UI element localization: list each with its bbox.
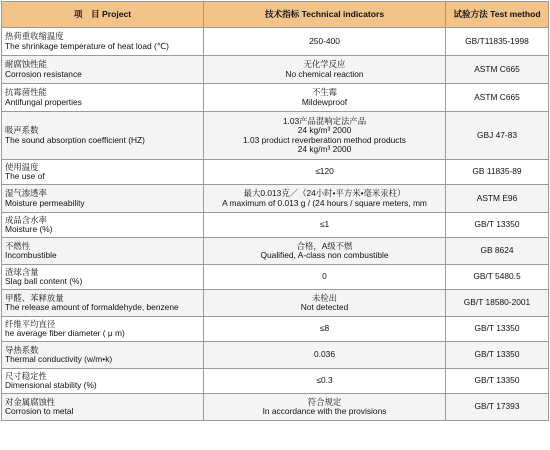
item-name-zh: 吸声系数 [5,125,39,136]
cell-indicator [204,160,446,185]
cell-item [2,213,204,238]
cell-indicator [204,112,446,160]
header-item: 项 目 Project [2,2,204,28]
spec-table [1,1,549,421]
header-method: 试验方法 Test method [446,2,549,28]
indicator-line: 符合规定 [307,396,342,407]
cell-method: GB/T 5480.5 [446,265,549,290]
table-row [2,84,549,112]
indicator-line: ≤120 [315,166,334,177]
cell-method: GB 8624 [446,238,549,265]
indicator-line: 24 kg/m³ 2000 [297,125,352,136]
item-name-zh: 成品含水率 [5,214,47,225]
table-row [2,238,549,265]
indicator-line: ≤1 [319,219,330,230]
item-name-zh: 甲醛、苯释放量 [5,292,64,303]
item-name-en: he average fiber diameter ( μ m) [5,328,125,338]
cell-indicator [204,342,446,369]
cell-item [2,28,204,56]
item-name-zh: 对金属腐蚀性 [5,396,56,407]
item-name-zh: 纤维平均直径 [5,318,56,329]
cell-indicator [204,213,446,238]
cell-item [2,342,204,369]
indicator-line: Not detected [300,302,349,312]
indicator-line: Qualified, A-class non combustible [260,250,389,260]
table-row [2,185,549,213]
cell-item [2,394,204,421]
table-row [2,317,549,342]
cell-item [2,265,204,290]
cell-item [2,84,204,112]
item-name-en: Antifungal properties [5,96,82,107]
table-row [2,290,549,317]
table-row [2,56,549,84]
item-name-en: Slag ball content (%) [5,276,83,286]
cell-method: GB/T 13350 [446,317,549,342]
cell-method: GB/T 18580-2001 [446,290,549,317]
item-name-en: Thermal conductivity (w/m•k) [5,354,113,364]
table-row [2,369,549,394]
item-name-en: The release amount of formaldehyde, benzene [5,302,179,312]
cell-method: ASTM C665 [446,84,549,112]
cell-indicator [204,56,446,84]
cell-method: GB/T 13350 [446,369,549,394]
indicator-line: No chemical reaction [285,68,364,79]
header-row [2,2,549,28]
item-name-zh: 湿气渗透率 [5,188,47,199]
table-row [2,265,549,290]
item-name-zh: 导热系数 [5,344,39,355]
indicator-line: 24 kg/m³ 2000 [297,143,352,154]
cell-method: GB/T11835-1998 [446,28,549,56]
indicator-line: In accordance with the provisions [262,406,387,416]
item-name-en: The shrinkage temperature of heat load (℃) [5,40,169,51]
cell-indicator [204,290,446,317]
item-name-en: Incombustible [5,250,57,260]
item-name-en: Dimensional stability (%) [5,380,97,390]
table-row [2,342,549,369]
item-name-zh: 尺寸稳定性 [5,370,47,381]
indicator-line: 0.036 [314,349,335,360]
item-name-zh: 耐腐蚀性能 [5,59,47,70]
item-name-en: The use of [5,171,45,181]
table-row [2,28,549,56]
cell-method: GB/T 17393 [446,394,549,421]
indicator-line: ≤0.3 [316,375,333,386]
cell-item [2,185,204,213]
indicator-line: Mildewproof [301,96,348,107]
item-name-zh: 使用温度 [5,161,39,172]
cell-item [2,317,204,342]
cell-item [2,56,204,84]
item-name-en: The sound absorption coefficient (HZ) [5,134,145,145]
cell-indicator [204,317,446,342]
indicator-line: 1.03产品混响定法产品 [282,116,367,127]
cell-item [2,290,204,317]
cell-method: GB/T 13350 [446,213,549,238]
cell-item [2,238,204,265]
item-name-en: Moisture (%) [5,224,53,234]
item-name-en: Corrosion to metal [5,406,74,416]
table-row [2,213,549,238]
item-name-zh: 抗霉菌性能 [5,87,47,98]
indicator-line: 不生霉 [311,87,338,98]
indicator-line: 最大0.013克／（24小时•平方米•毫米汞柱） [243,188,406,199]
indicator-line: 合格，A级不燃 [296,240,353,251]
item-name-en: Moisture permeability [5,197,85,208]
cell-indicator [204,84,446,112]
cell-method: GB/T 13350 [446,342,549,369]
indicator-line: 250-400 [309,35,340,46]
cell-indicator [204,394,446,421]
cell-indicator [204,238,446,265]
cell-indicator [204,28,446,56]
indicator-line: ≤8 [319,323,330,334]
indicator-line: 0 [322,271,327,282]
header-indicator: 技术指标 Technical indicators [204,2,446,28]
cell-item [2,369,204,394]
cell-indicator [204,265,446,290]
table-body [2,28,549,421]
cell-method: GBJ 47-83 [446,112,549,160]
indicator-line: 1.03 product reverberation method products [243,134,406,145]
indicator-line: 未检出 [311,292,338,303]
item-name-zh: 渣球含量 [5,266,39,277]
item-name-zh: 不燃性 [5,240,31,251]
table-row [2,160,549,185]
cell-item [2,112,204,160]
indicator-line: A maximum of 0.013 g / (24 hours / square meters, mm [222,197,427,208]
item-name-en: Corrosion resistance [5,68,82,79]
cell-item [2,160,204,185]
table-row [2,394,549,421]
cell-method: GB 11835-89 [446,160,549,185]
item-name-zh: 热荷重收缩温度 [5,31,64,42]
cell-method: ASTM C665 [446,56,549,84]
indicator-line: 无化学反应 [303,59,346,70]
table-row [2,112,549,160]
cell-method: ASTM E96 [446,185,549,213]
cell-indicator [204,185,446,213]
cell-indicator [204,369,446,394]
